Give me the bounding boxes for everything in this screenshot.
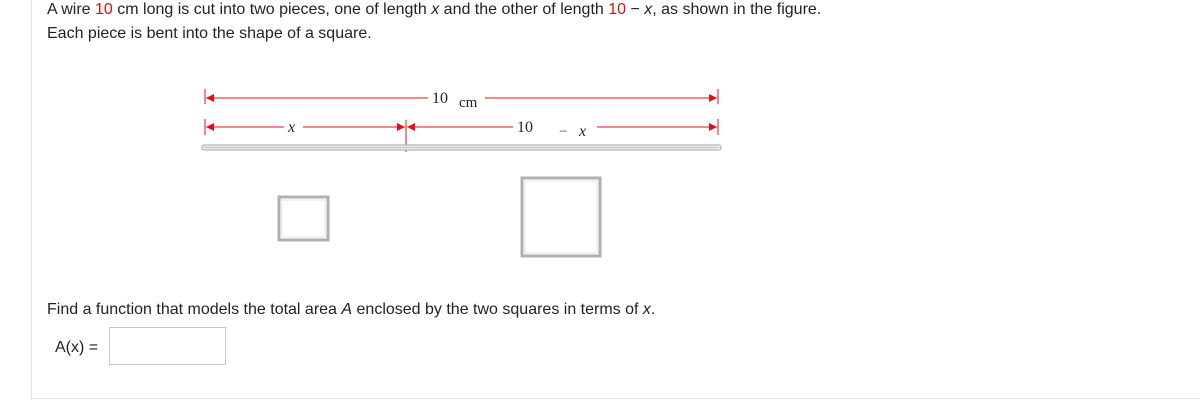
left-piece-dimension (205, 119, 405, 136)
wire-length-value: 10 (95, 1, 113, 18)
large-square (522, 178, 600, 256)
right-piece-number: 10 (517, 119, 533, 136)
var-x: x (431, 1, 440, 18)
wire-figure (195, 80, 735, 260)
right-piece-dimension (407, 119, 718, 140)
var-A: A (341, 301, 353, 318)
var-x: x (642, 301, 651, 318)
left-border (31, 0, 32, 400)
total-length-number: 10 (432, 90, 448, 107)
right-piece-var: x (579, 123, 587, 140)
second-length-value: 10 (608, 1, 627, 18)
left-piece-label: x (288, 119, 296, 136)
small-square (279, 197, 328, 240)
answer-label: A(x) = (55, 339, 99, 356)
right-piece-minus: − (559, 124, 568, 140)
bottom-border (31, 398, 1200, 399)
wire (202, 145, 721, 150)
var-x: x (644, 1, 653, 18)
problem-statement-line-1: A wire 10 cm long is cut into two pieces, one of length x and the other of length 10 − x, as shown in the figure. (47, 1, 822, 18)
problem-statement-line-2: Each piece is bent into the shape of a square. (47, 25, 372, 42)
answer-input[interactable] (109, 327, 226, 365)
total-length-dimension (205, 89, 718, 111)
question-text: Find a function that models the total area A enclosed by the two squares in terms of x. (47, 301, 656, 318)
total-length-unit: cm (459, 95, 478, 111)
